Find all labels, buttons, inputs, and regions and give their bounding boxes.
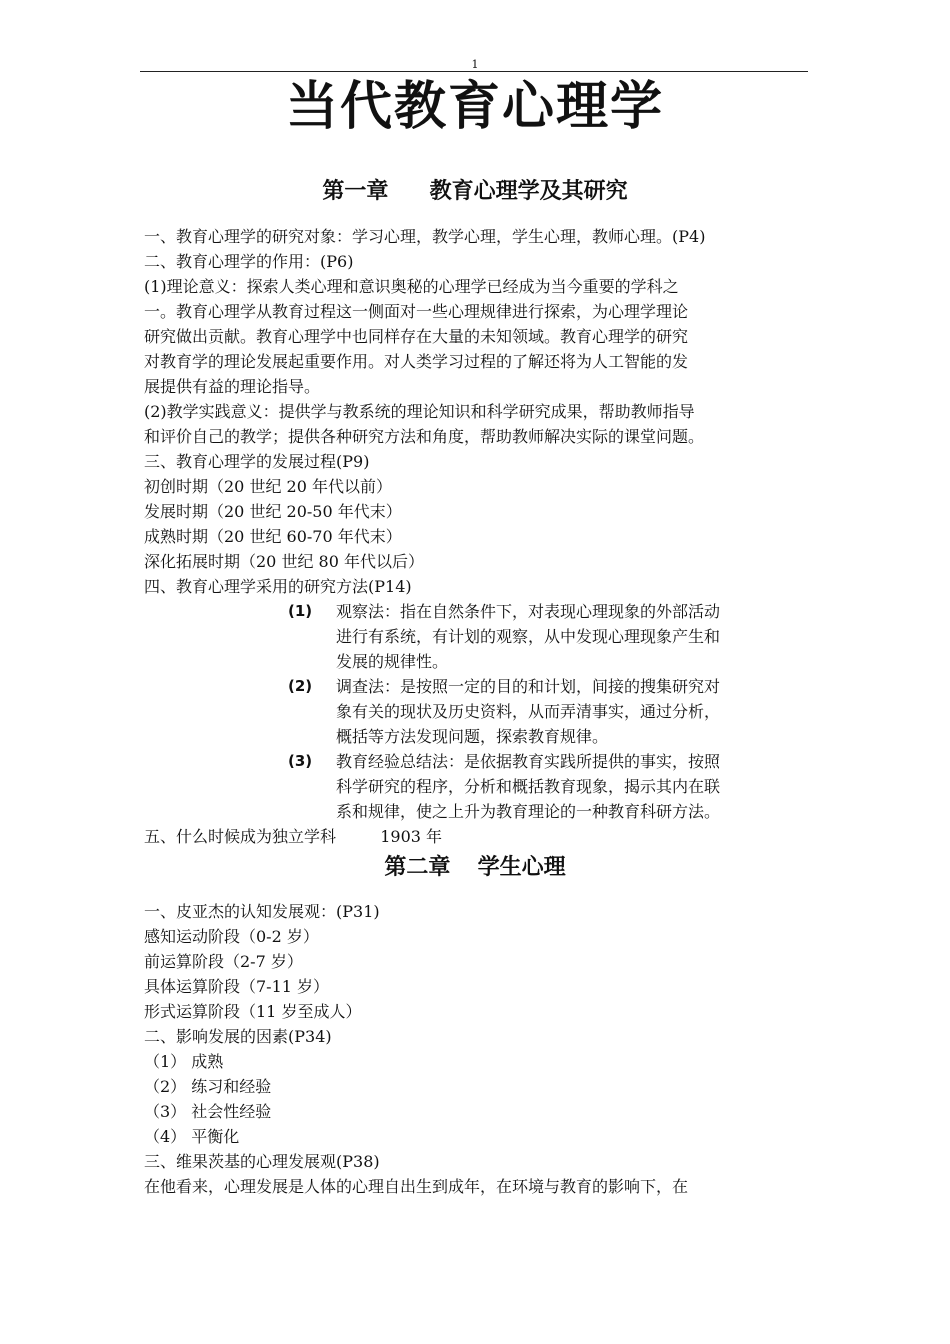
method-line: 系和规律，使之上升为教育理论的一种教育科研方法。	[336, 802, 721, 821]
chapter-1-heading	[0, 176, 950, 206]
ch2-line: （1） 成熟	[144, 1052, 224, 1071]
document-title: 当代教育心理学	[285, 77, 664, 137]
method-line: 观察法：指在自然条件下，对表现心理现象的外部活动	[336, 602, 721, 621]
method-line: 科学研究的程序，分析和概括教育现象，揭示其内在联	[336, 777, 721, 796]
ch2-line: （3） 社会性经验	[144, 1102, 272, 1121]
ch2-line: 三、维果茨基的心理发展观(P38)	[144, 1152, 380, 1171]
ch2-line: 形式运算阶段（11 岁至成人）	[144, 1002, 362, 1021]
method-item	[288, 674, 818, 749]
ch1-line: 四、教育心理学采用的研究方法(P14)	[144, 577, 412, 596]
ch1-line: 深化拓展时期（20 世纪 80 年代以后）	[144, 552, 424, 571]
ch2-line: （4） 平衡化	[144, 1127, 240, 1146]
method-number: (1)	[288, 602, 313, 620]
chapter-2-heading	[0, 852, 950, 882]
method-number: (2)	[288, 677, 313, 695]
independent-discipline-line	[144, 824, 814, 849]
independent-discipline-year: 1903 年	[380, 827, 443, 846]
method-line: 概括等方法发现问题，探索教育规律。	[336, 727, 609, 746]
ch1-line: 对教育学的理论发展起重要作用。对人类学习过程的了解还将为人工智能的发	[144, 352, 689, 371]
method-item	[288, 749, 818, 824]
ch1-line: 一。教育心理学从教育过程这一侧面对一些心理规律进行探索，为心理学理论	[144, 302, 689, 321]
method-line: 象有关的现状及历史资料，从而弄清事实，通过分析，	[336, 702, 721, 721]
chapter-2-number: 第二章	[384, 854, 451, 880]
ch1-line: 和评价自己的教学；提供各种研究方法和角度，帮助教师解决实际的课堂问题。	[144, 427, 705, 446]
method-item	[288, 599, 818, 674]
page-number: 1	[471, 58, 479, 71]
method-line: 调查法：是按照一定的目的和计划，间接的搜集研究对	[336, 677, 721, 696]
ch2-line: 感知运动阶段（0-2 岁）	[144, 927, 319, 946]
method-line: 发展的规律性。	[336, 652, 449, 671]
chapter-2-title: 学生心理	[477, 854, 566, 880]
ch1-line: (2)教学实践意义：提供学与教系统的理论知识和科学研究成果，帮助教师指导	[144, 402, 695, 421]
ch1-line: 发展时期（20 世纪 20-50 年代末）	[144, 502, 402, 521]
chapter-1-number: 第一章	[322, 178, 389, 204]
method-line: 教育经验总结法：是依据教育实践所提供的事实，按照	[336, 752, 721, 771]
method-line: 进行有系统，有计划的观察，从中发现心理现象产生和	[336, 627, 721, 646]
ch2-line: 在他看来，心理发展是人体的心理自出生到成年，在环境与教育的影响下，在	[144, 1177, 689, 1196]
ch2-line: 前运算阶段（2-7 岁）	[144, 952, 303, 971]
chapter-1-title: 教育心理学及其研究	[429, 178, 628, 204]
ch1-line: (1)理论意义：探索人类心理和意识奥秘的心理学已经成为当今重要的学科之	[144, 277, 679, 296]
ch1-line: 初创时期（20 世纪 20 年代以前）	[144, 477, 392, 496]
ch2-line: 一、皮亚杰的认知发展观：(P31)	[144, 902, 380, 921]
ch2-line: 具体运算阶段（7-11 岁）	[144, 977, 330, 996]
ch1-line: 成熟时期（20 世纪 60-70 年代末）	[144, 527, 402, 546]
ch1-line: 展提供有益的理论指导。	[144, 377, 321, 396]
ch1-line: 一、教育心理学的研究对象：学习心理，教学心理，学生心理，教师心理。(P4)	[144, 227, 706, 246]
ch2-line: （2） 练习和经验	[144, 1077, 272, 1096]
ch1-line: 二、教育心理学的作用：(P6)	[144, 252, 354, 271]
ch1-line: 三、教育心理学的发展过程(P9)	[144, 452, 370, 471]
ch2-line: 二、影响发展的因素(P34)	[144, 1027, 332, 1046]
method-number: (3)	[288, 752, 313, 770]
independent-discipline-label: 五、什么时候成为独立学科	[144, 827, 337, 846]
header-rule	[140, 71, 808, 72]
ch1-line: 研究做出贡献。教育心理学中也同样存在大量的未知领域。教育心理学的研究	[144, 327, 689, 346]
